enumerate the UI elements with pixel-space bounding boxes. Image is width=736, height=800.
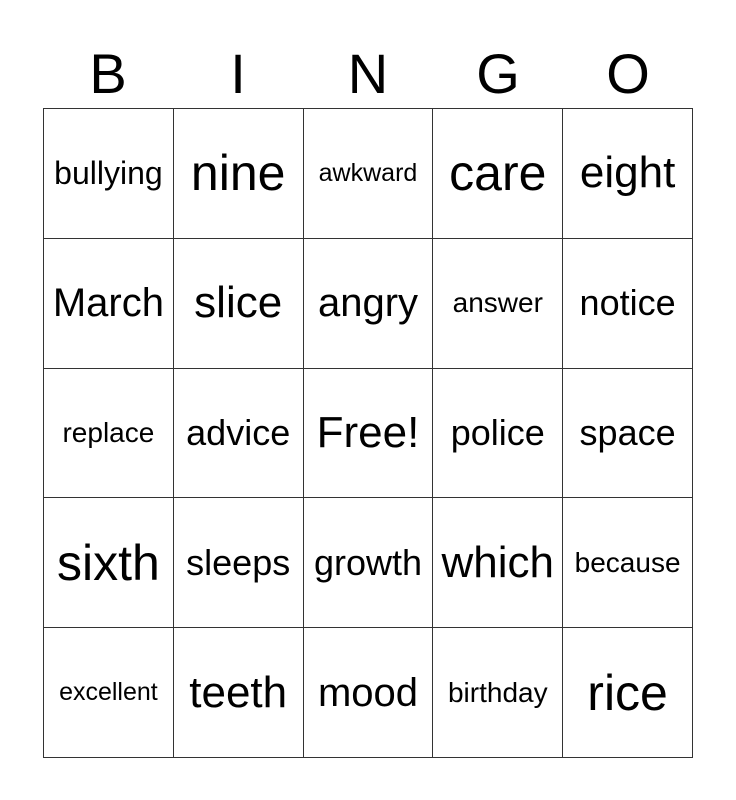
bingo-header (43, 40, 693, 108)
bingo-cell[interactable]: March (44, 238, 174, 368)
bingo-board (43, 108, 693, 758)
bingo-cell[interactable]: birthday (433, 628, 563, 758)
bingo-cell[interactable]: excellent (44, 628, 174, 758)
board-row (44, 238, 693, 368)
bingo-cell[interactable]: space (563, 368, 693, 498)
bingo-cell[interactable]: slice (173, 238, 303, 368)
bingo-cell[interactable]: police (433, 368, 563, 498)
bingo-cell[interactable]: bullying (44, 109, 174, 239)
bingo-cell[interactable]: which (433, 498, 563, 628)
header-letter-g: G (476, 42, 520, 105)
bingo-cell[interactable]: rice (563, 628, 693, 758)
bingo-cell[interactable]: advice (173, 368, 303, 498)
bingo-cell[interactable]: notice (563, 238, 693, 368)
board-row (44, 368, 693, 498)
bingo-cell[interactable]: teeth (173, 628, 303, 758)
bingo-cell[interactable]: eight (563, 109, 693, 239)
bingo-cell[interactable]: answer (433, 238, 563, 368)
header-letter-b: B (89, 42, 127, 105)
bingo-cell[interactable]: care (433, 109, 563, 239)
free-space-cell[interactable]: Free! (303, 368, 433, 498)
board-row (44, 628, 693, 758)
bingo-cell[interactable]: sleeps (173, 498, 303, 628)
bingo-cell[interactable]: angry (303, 238, 433, 368)
header-letter-i: I (230, 42, 246, 105)
bingo-cell[interactable]: replace (44, 368, 174, 498)
bingo-cell[interactable]: nine (173, 109, 303, 239)
bingo-cell[interactable]: mood (303, 628, 433, 758)
header-letter-o: O (606, 42, 650, 105)
header-letter-n: N (347, 42, 389, 105)
bingo-cell[interactable]: growth (303, 498, 433, 628)
bingo-cell[interactable]: awkward (303, 109, 433, 239)
board-row (44, 109, 693, 239)
bingo-cell[interactable]: sixth (44, 498, 174, 628)
bingo-cell[interactable]: because (563, 498, 693, 628)
board-row (44, 498, 693, 628)
